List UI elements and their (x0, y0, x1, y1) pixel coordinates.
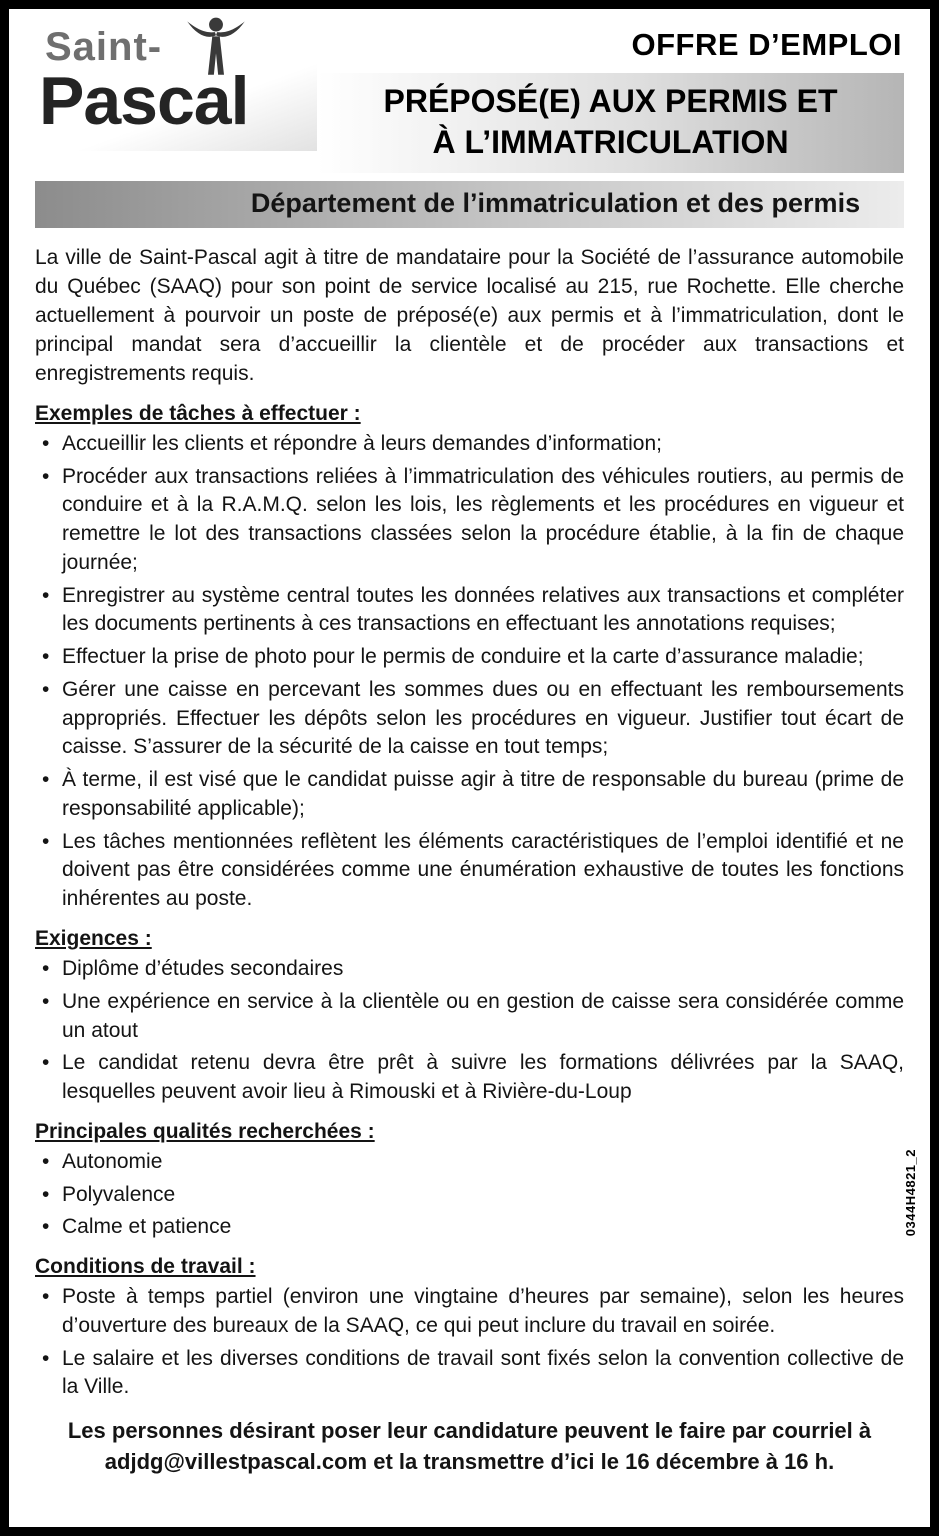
list-item: • Autonomie (35, 1148, 904, 1177)
list-item: • Les tâches mentionnées reflètent les éléments caractéristiques de l’emploi identifié et ne doivent pas être considérées comme une énumération exhaustive de toutes les fonctions inhérentes au poste. (35, 828, 904, 914)
list-item: • Gérer une caisse en percevant les sommes dues ou en effectuant les remboursements appropriés. Effectuer les dépôts selon les procédures en vigueur. Justifier tout écart de caisse. S’assurer de la sécurité de la caisse en tout temps; (35, 676, 904, 762)
vertical-print-code: 0344H4821_2 (903, 1149, 918, 1237)
section-heading-tasks: Exemples de tâches à effectuer : (35, 401, 361, 425)
requirements-list (35, 955, 904, 1107)
list-item: • Effectuer la prise de photo pour le permis de conduire et la carte d’assurance maladie; (35, 643, 904, 672)
logo-text-saint: Saint- (45, 25, 163, 69)
tasks-list (35, 430, 904, 914)
footer-line1: Les personnes désirant poser leur candidature peuvent le faire par courriel à (67, 1418, 872, 1444)
qualities-list (35, 1148, 904, 1242)
list-item: • Poste à temps partiel (environ une vingtaine d’heures par semaine), selon les heures d’ouverture des bureaux de la SAAQ, ce qui peut inclure du travail en soirée. (35, 1283, 904, 1341)
list-item: • Le salaire et les diverses conditions de travail sont fixés selon la convention collective de la Ville. (35, 1345, 904, 1403)
list-item: • Enregistrer au système central toutes les données relatives aux transactions et compléter les documents pertinents à ces transactions en effectuant les annotations requises; (35, 582, 904, 640)
list-item: • Procéder aux transactions reliées à l’immatriculation des véhicules routiers, au permis de conduire et à la R.A.M.Q. selon les lois, les règlements et les procédures en vigueur et remettre le lot des transactions classées selon la procédure établie, à la fin de chaque journée; (35, 463, 904, 578)
job-title (317, 73, 904, 173)
intro-paragraph: La ville de Saint-Pascal agit à titre de mandataire pour la Société de l’assurance automobile du Québec (SAAQ) pour son point de service localisé au 215, rue Rochette. Elle cherche actuellement à pourvoir un poste de préposé(e) aux permis et à l’immatriculation, dont le principal mandat sera d’accueillir la clientèle et de procéder aux transactions et enregistrements requis. (35, 245, 904, 385)
saint-pascal-logo (35, 23, 317, 151)
work-conditions-list (35, 1283, 904, 1402)
section-work-conditions (35, 1255, 904, 1402)
footer-line2: adjdg@villestpascal.com et la transmettre d’ici le 16 décembre à 16 h. (104, 1448, 835, 1474)
section-heading-qualities: Principales qualités recherchées : (35, 1119, 375, 1143)
job-title-line2: À L’IMMATRICULATION (432, 123, 789, 160)
footer-application-info (35, 1416, 904, 1478)
section-tasks (35, 402, 904, 914)
logo-text-pascal: Pascal (39, 63, 249, 139)
list-item: • Accueillir les clients et répondre à leurs demandes d’information; (35, 430, 904, 459)
offer-label: OFFRE D’EMPLOI (631, 27, 902, 62)
section-requirements (35, 927, 904, 1107)
list-item: • Polyvalence (35, 1181, 904, 1210)
header (35, 23, 904, 173)
list-item: • Une expérience en service à la clientèle ou en gestion de caisse sera considérée comme un atout (35, 988, 904, 1046)
list-item: • À terme, il est visé que le candidat puisse agir à titre de responsable du bureau (prime de responsabilité applicable); (35, 766, 904, 824)
section-qualities (35, 1120, 904, 1242)
header-right (317, 23, 904, 173)
section-heading-requirements: Exigences : (35, 927, 152, 950)
person-figure-icon (181, 15, 251, 79)
job-title-line1: PRÉPOSÉ(E) AUX PERMIS ET (383, 83, 838, 119)
list-item: • Le candidat retenu devra être prêt à suivre les formations délivrées par la SAAQ, lesquelles peuvent avoir lieu à Rimouski et à Rivière-du-Loup (35, 1049, 904, 1107)
list-item: • Diplôme d’études secondaires (35, 955, 904, 984)
list-item: • Calme et patience (35, 1213, 904, 1242)
department-band: Département de l’immatriculation et des permis (35, 181, 904, 228)
section-heading-work-conditions: Conditions de travail : (35, 1255, 256, 1279)
